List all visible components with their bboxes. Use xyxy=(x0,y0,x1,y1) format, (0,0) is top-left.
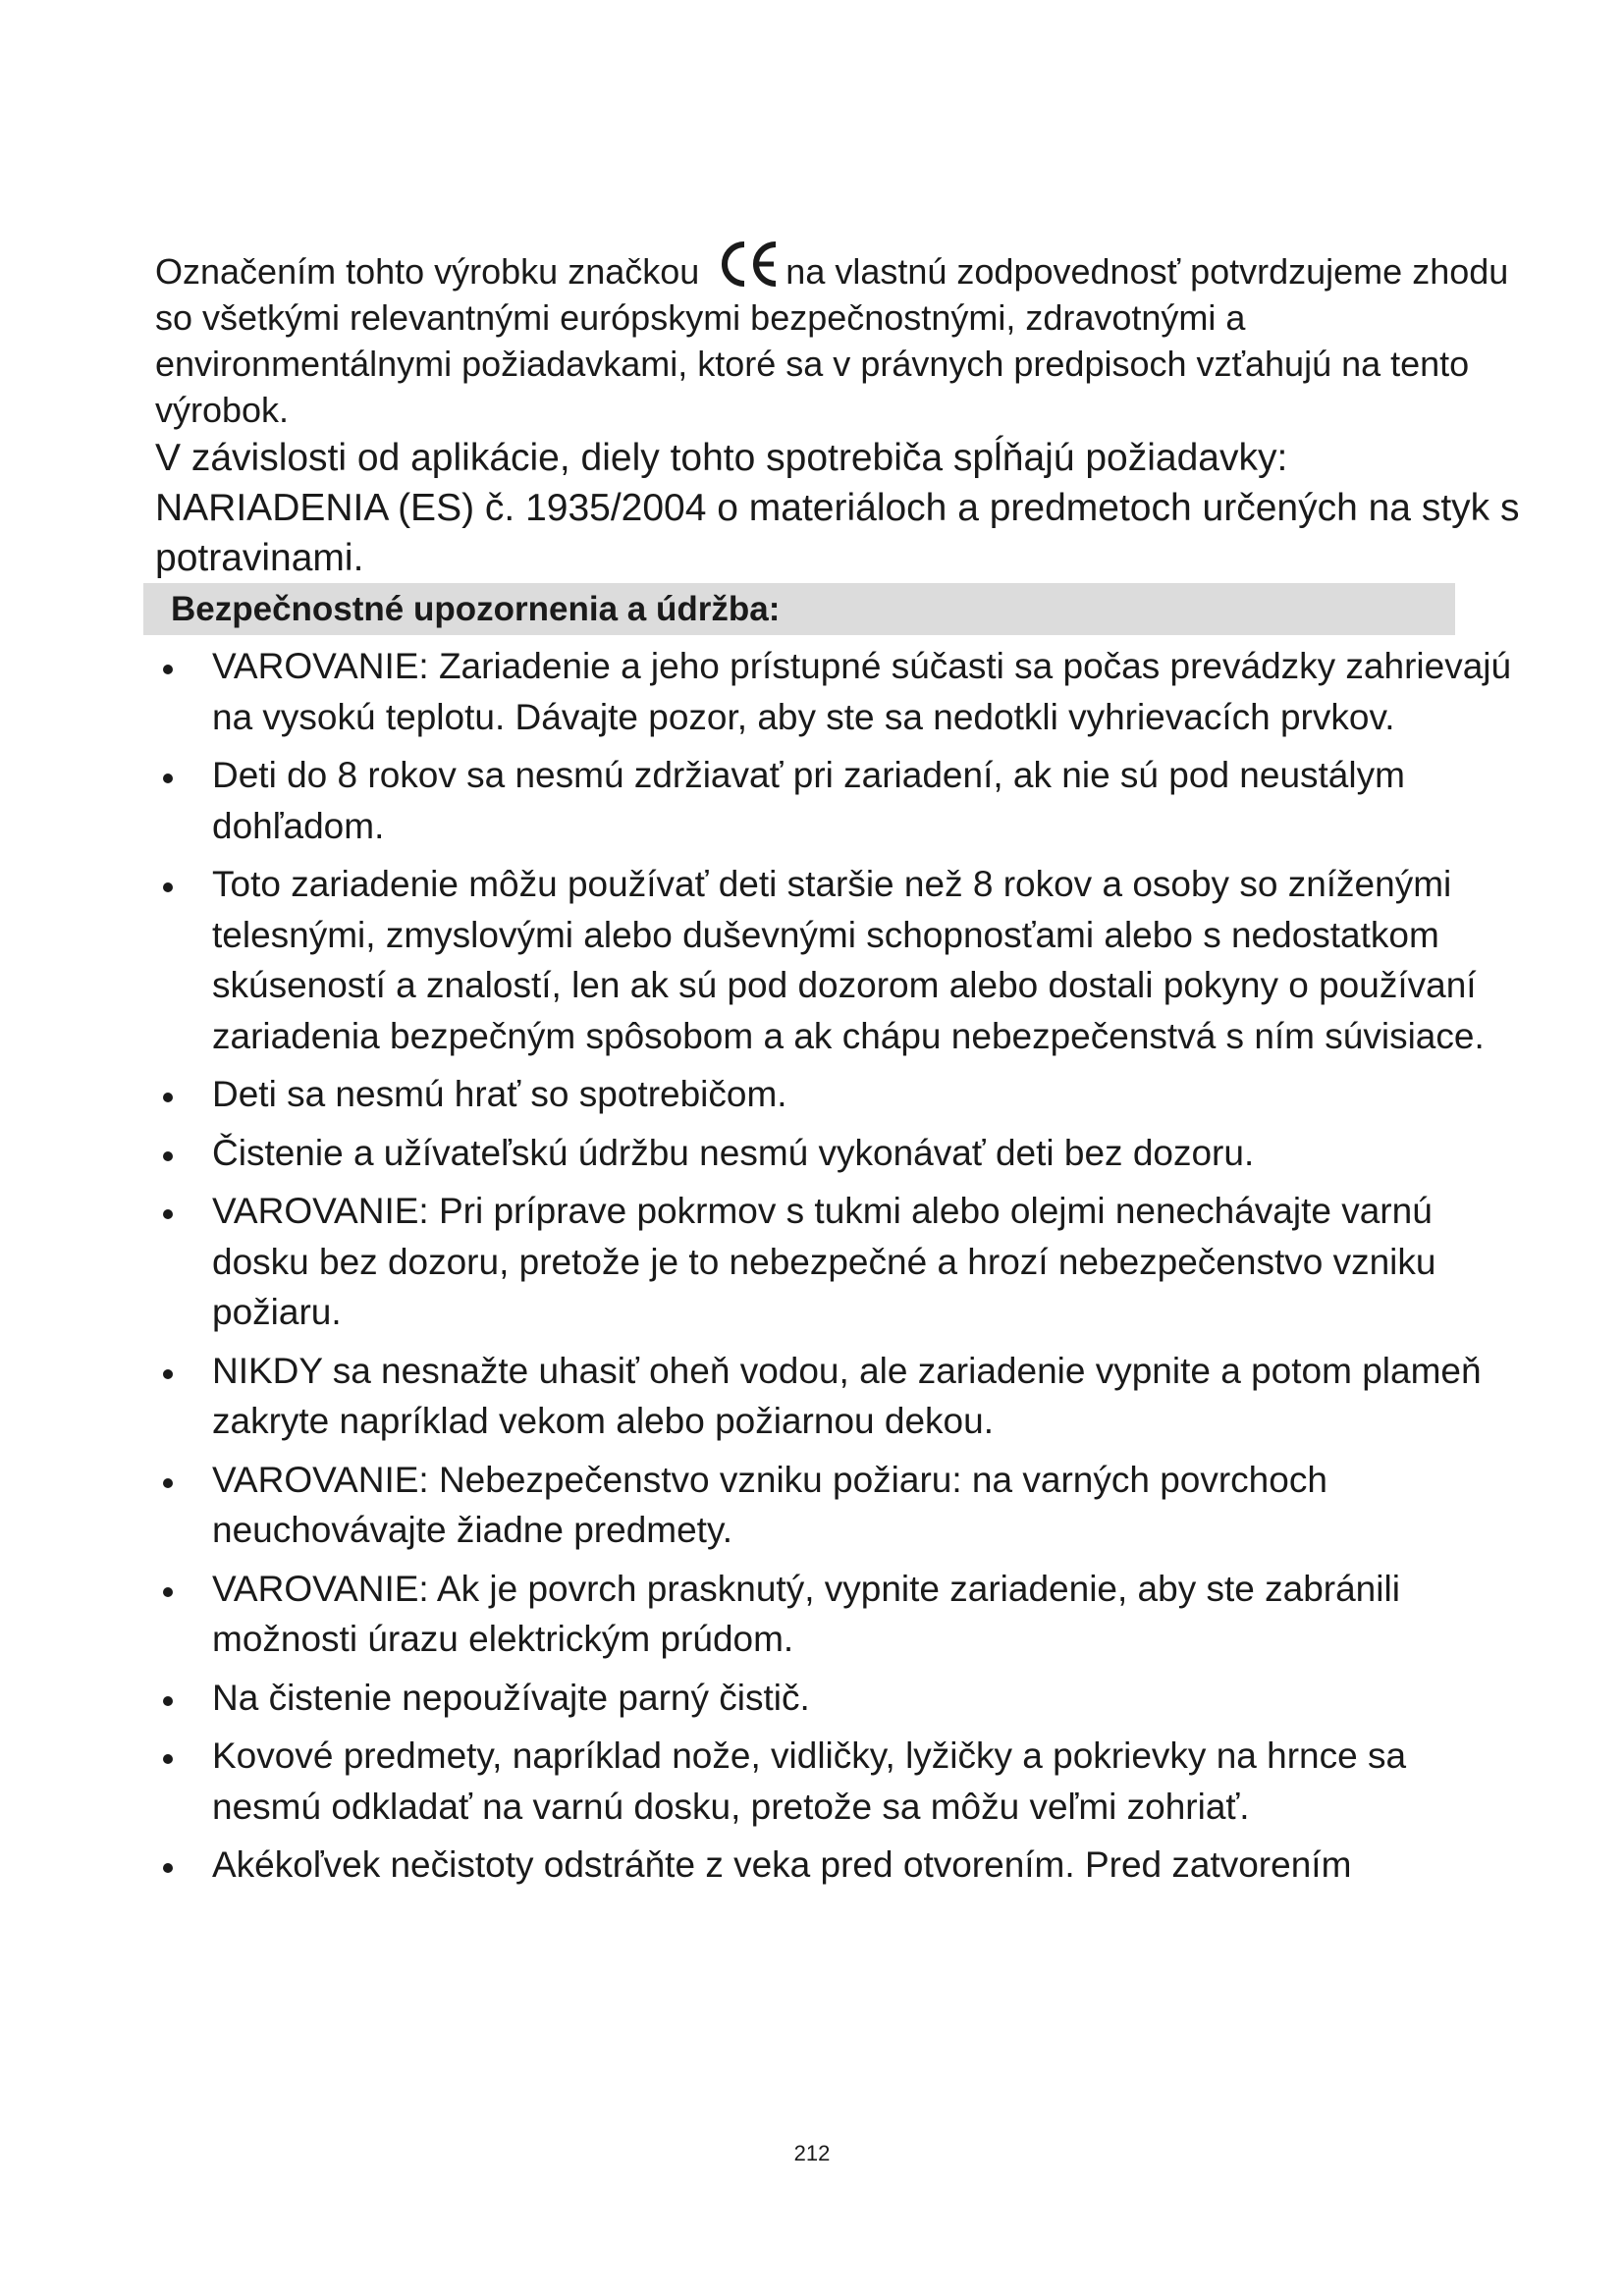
bullet-icon xyxy=(163,1369,173,1379)
list-item: Toto zariadenie môžu používať deti staršie než 8 rokov a osoby so zníženými telesnými, zmyslovými alebo duševnými schopnosťami alebo s nedostatkom skúseností a znalostí, len ak sú pod dozorom alebo dostali pokyny o používaní zariadenia bezpečným spôsobom a ak chápu nebezpečenstvá s ním súvisiace. xyxy=(155,859,1520,1061)
bullet-icon xyxy=(163,1754,173,1764)
list-item: Deti do 8 rokov sa nesmú zdržiavať pri zariadení, ak nie sú pod neustálym dohľadom. xyxy=(155,750,1520,851)
bullet-icon xyxy=(163,882,173,892)
bullet-icon xyxy=(163,1093,173,1102)
conformity-text-end: na vlastnú zodpovednosť potvrdzujeme zhodu so všetkými relevantnými európskymi bezpečnostnými, zdravotnými a environmentálnymi požiadavkami, ktoré sa v právnych predpisoch vzťahujú na tento výrobok. xyxy=(155,251,1509,430)
bullet-icon xyxy=(163,774,173,783)
list-item: VAROVANIE: Nebezpečenstvo vzniku požiaru: na varných povrchoch neuchovávajte žiadne predmety. xyxy=(155,1455,1520,1556)
list-item: VAROVANIE: Ak je povrch prasknutý, vypnite zariadenie, aby ste zabránili možnosti úrazu elektrickým prúdom. xyxy=(155,1564,1520,1665)
bullet-icon xyxy=(163,1209,173,1219)
bullet-icon xyxy=(163,1151,173,1161)
bullet-icon xyxy=(163,1587,173,1597)
safety-list xyxy=(155,641,1520,1898)
list-item: Akékoľvek nečistoty odstráňte z veka pred otvorením. Pred zatvorením xyxy=(155,1840,1520,1891)
bullet-icon xyxy=(163,665,173,674)
conformity-paragraph xyxy=(155,239,1530,433)
section-title: Bezpečnostné upozornenia a údržba: xyxy=(171,590,781,628)
list-item: Kovové predmety, napríklad nože, vidličky, lyžičky a pokrievky na hrnce sa nesmú odkladať na varnú dosku, pretože sa môžu veľmi zohriať. xyxy=(155,1731,1520,1832)
list-item: NIKDY sa nesnažte uhasiť oheň vodou, ale zariadenie vypnite a potom plameň zakryte napríklad vekom alebo požiarnou dekou. xyxy=(155,1346,1520,1447)
list-item: Na čistenie nepoužívajte parný čistič. xyxy=(155,1673,1520,1724)
list-item: VAROVANIE: Pri príprave pokrmov s tukmi alebo olejmi nenechávajte varnú dosku bez dozoru, pretože je to nebezpečné a hrozí nebezpečenstvo vzniku požiaru. xyxy=(155,1186,1520,1338)
list-item: Čistenie a užívateľskú údržbu nesmú vykonávať deti bez dozoru. xyxy=(155,1128,1520,1179)
ce-mark-icon xyxy=(715,239,784,290)
list-item: VAROVANIE: Zariadenie a jeho prístupné súčasti sa počas prevádzky zahrievajú na vysokú teplotu. Dávajte pozor, aby ste sa nedotkli vyhrievacích prvkov. xyxy=(155,641,1520,742)
bullet-icon xyxy=(163,1478,173,1488)
intro-text xyxy=(155,239,1530,583)
bullet-icon xyxy=(163,1863,173,1873)
conformity-text-start: Označením tohto výrobku značkou xyxy=(155,251,710,292)
bullet-icon xyxy=(163,1696,173,1706)
page-number: 212 xyxy=(793,2141,831,2165)
list-item: Deti sa nesmú hrať so spotrebičom. xyxy=(155,1069,1520,1120)
regulation-paragraph: V závislosti od aplikácie, diely tohto spotrebiča spĺňajú požiadavky: NARIADENIA (ES) č. 1935/2004 o materiáloch a predmetoch určených na styk s potravinami. xyxy=(155,437,1520,579)
